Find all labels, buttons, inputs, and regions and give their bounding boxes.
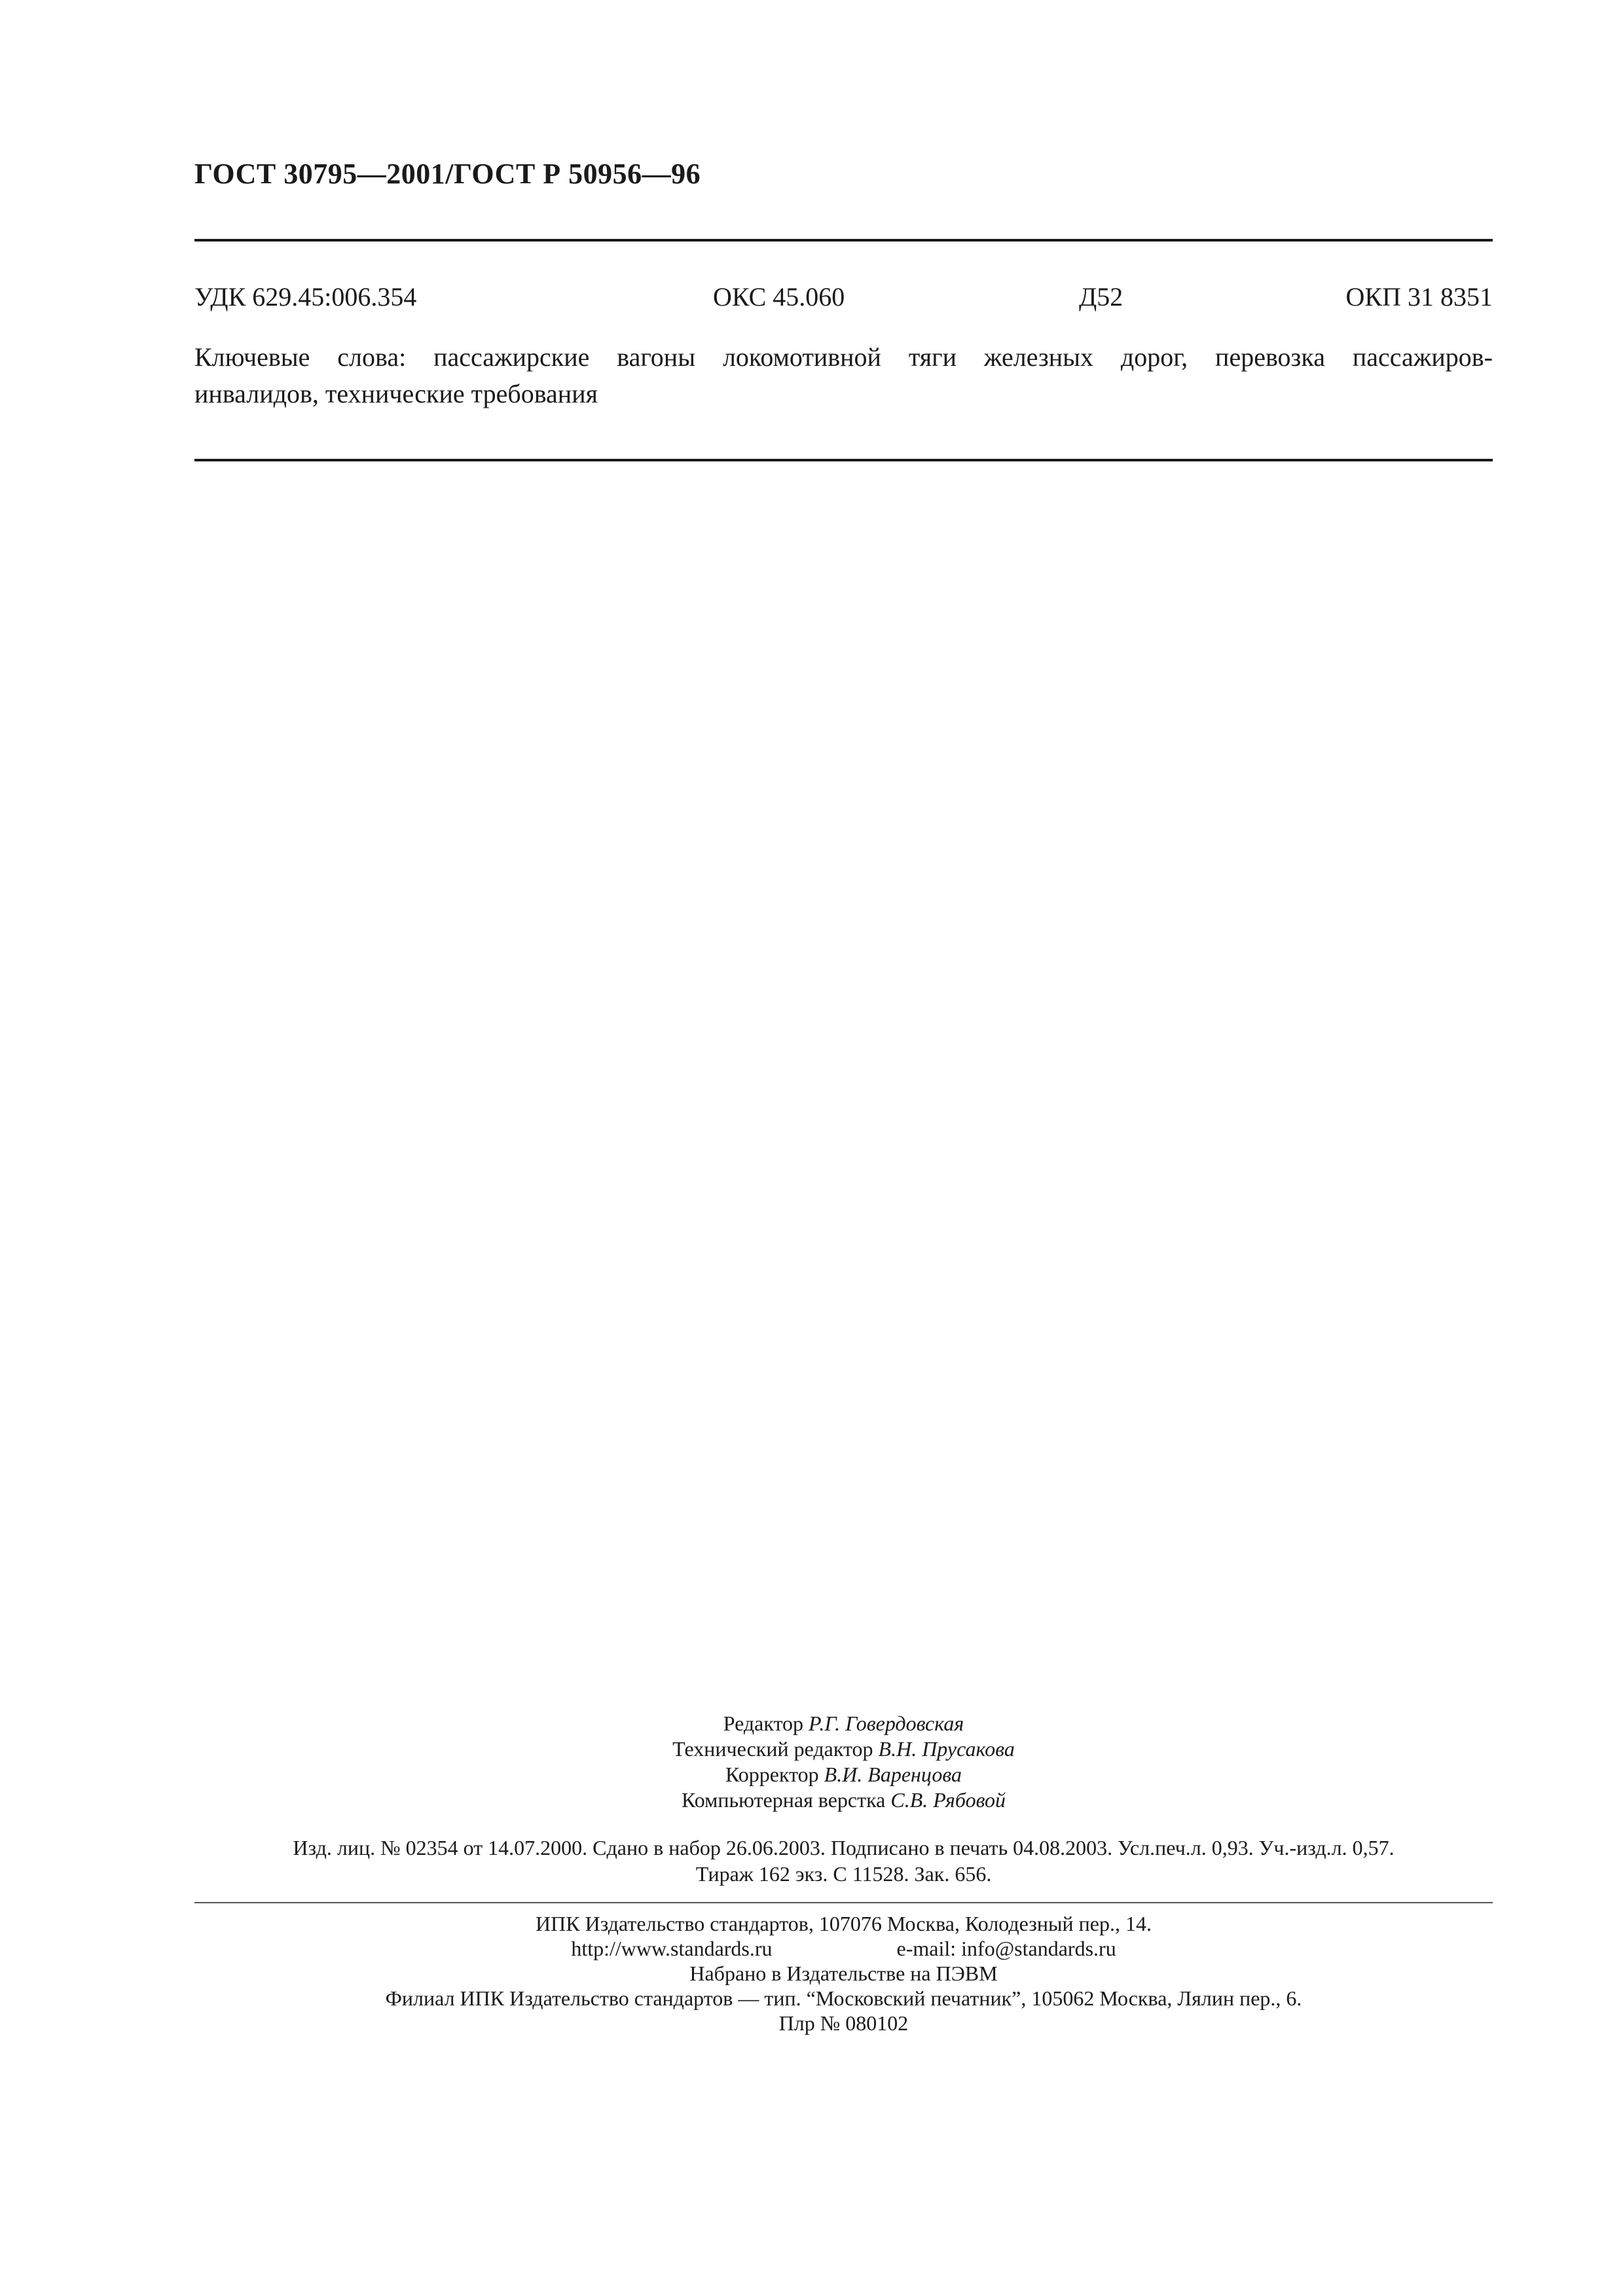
imprint-line-1: Изд. лиц. № 02354 от 14.07.2000. Сдано в набор 26.06.2003. Подписано в печать 04.08.2003. Усл.печ.л. 0,93. Уч.-изд.л. 0,57.: [293, 1836, 1395, 1859]
credit-role: Редактор: [723, 1712, 804, 1735]
publisher-email-link[interactable]: e-mail: info@standards.ru: [896, 1937, 1116, 1960]
udk-code: УДК 629.45:006.354: [194, 282, 417, 312]
credit-technical-editor: [194, 1736, 1493, 1762]
printer-address: Филиал ИПК Издательство стандартов — тип. “Московский печатник”, 105062 Москва, Лялин пер., 6.: [385, 1986, 1302, 2010]
credit-role: Корректор: [725, 1763, 819, 1786]
keywords-divider: [194, 459, 1493, 461]
publisher-contacts: [194, 1936, 1493, 1961]
typeset-note: Набрано в Издательстве на ПЭВМ: [689, 1962, 998, 1985]
credit-layout: [194, 1787, 1493, 1813]
publisher-block: [194, 1911, 1493, 2036]
d-code: Д52: [1079, 282, 1123, 312]
oks-code: ОКС 45.060: [713, 282, 845, 312]
classification-row: [194, 281, 1493, 321]
credit-editor: [194, 1711, 1493, 1736]
credits-block: [194, 1711, 1493, 1813]
credit-name: В.Н. Прусакова: [878, 1737, 1015, 1761]
top-divider: [194, 239, 1493, 242]
keywords-line-2: инвалидов, технические требования: [194, 379, 598, 408]
imprint-line-2: Тираж 162 экз. С 11528. Зак. 656.: [695, 1862, 992, 1886]
credit-name: Р.Г. Говердовская: [809, 1712, 964, 1735]
imprint-divider: [194, 1902, 1493, 1903]
credit-proofreader: [194, 1762, 1493, 1787]
credit-name: В.И. Варенцова: [824, 1763, 962, 1786]
keywords-line-1: Ключевые слова: пассажирские вагоны локомотивной тяги железных дорог, перевозка пассажиров-: [194, 342, 1493, 372]
standard-title: ГОСТ 30795—2001/ГОСТ Р 50956—96: [194, 158, 701, 190]
publisher-website-link[interactable]: http://www.standards.ru: [571, 1937, 773, 1960]
credit-role: Компьютерная верстка: [681, 1788, 886, 1812]
okp-code: ОКП 31 8351: [1345, 282, 1493, 312]
credit-role: Технический редактор: [672, 1737, 873, 1761]
printer-license: Плр № 080102: [778, 2011, 909, 2035]
keywords-block: [194, 339, 1493, 412]
publisher-address: ИПК Издательство стандартов, 107076 Москва, Колодезный пер., 14.: [536, 1912, 1152, 1935]
credit-name: С.В. Рябовой: [890, 1788, 1006, 1812]
imprint-block: [194, 1835, 1493, 1887]
